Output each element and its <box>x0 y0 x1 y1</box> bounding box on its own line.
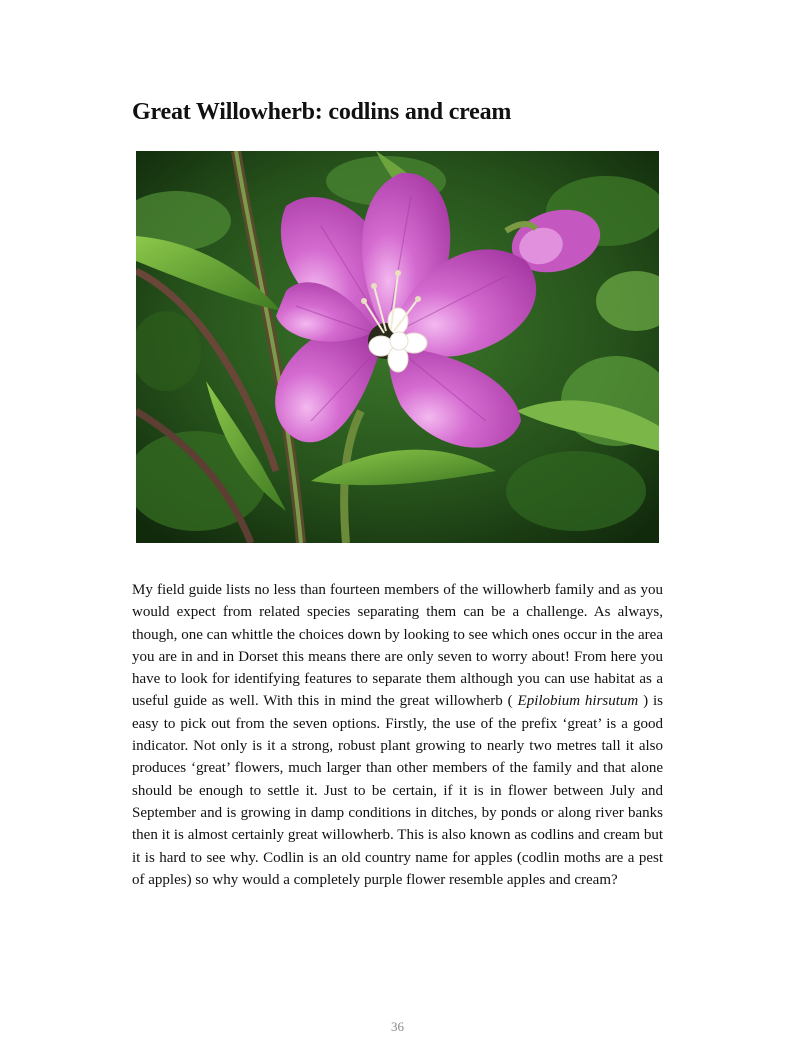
body-text-part-2: ) is easy to pick out from the seven options. Firstly, the use of the prefix ‘great’ is a good indicator. Not only is it a strong, robust plant growing to nearly two metres tall it also produces ‘great’ flowers, much larger than other members of the family and that alone should be enough to settle it. Just to be certain, if it is in flower between July and September and is growing in damp conditions in ditches, by ponds or along river banks then it is almost certainly great willowherb. This is also known as codlins and cream but it is hard to see why. Codlin is an old country name for apples (codlin moths are a pest of apples) so why would a completely purple flower resemble apples and cream? <box>132 693 664 888</box>
willowherb-photo <box>136 151 659 543</box>
body-paragraph <box>132 579 663 891</box>
body-text-part-1: My field guide lists no less than fourteen members of the willowherb family and as you would expect from related species separating them can be a challenge. As always, though, one can whittle the choices down by looking to see which ones occur in the area you are in and in Dorset this means there are only seven to worry about! From here you have to look for identifying features to separate them although you can use habitat as a useful guide as well. With this in mind the great willowherb ( <box>132 582 663 710</box>
latin-name: Epilobium hirsutum <box>517 693 639 710</box>
page-number: 36 <box>391 1019 404 1034</box>
page-title: Great Willowherb: codlins and cream <box>132 99 512 125</box>
